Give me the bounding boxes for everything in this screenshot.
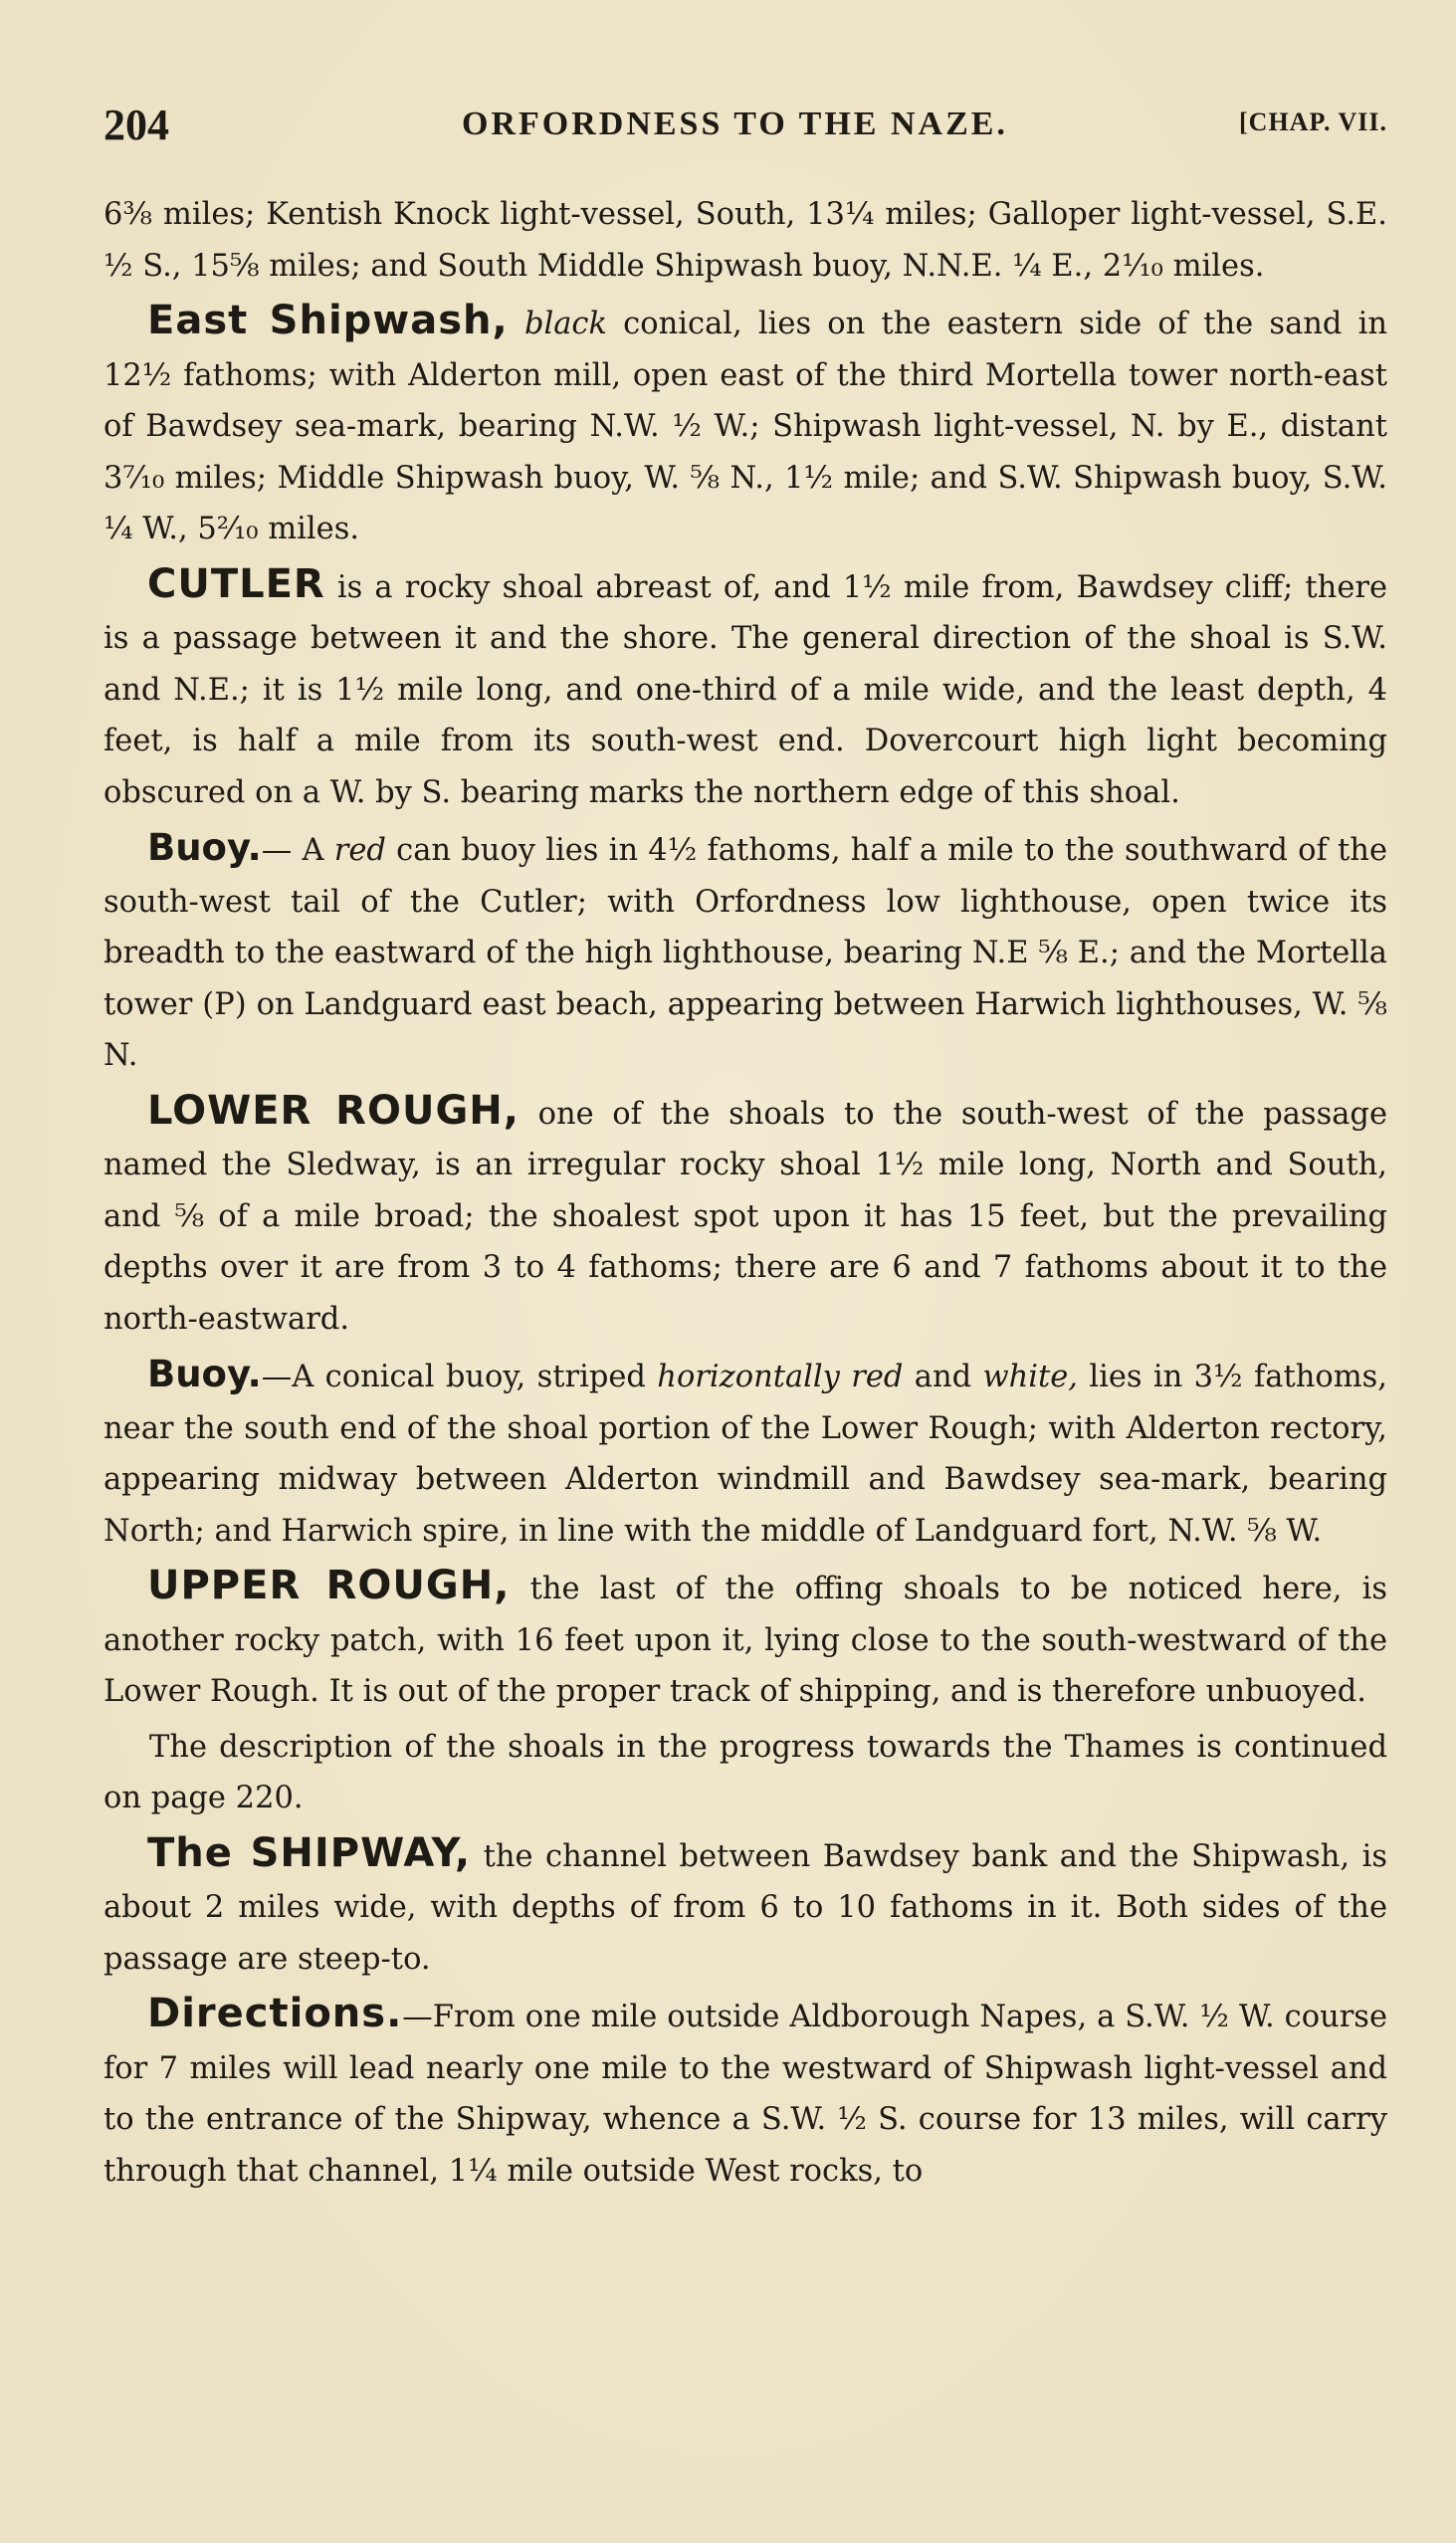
paragraph-text: conical, lies on the eastern side of the sand in 12½ fathoms; with Alderton mill, open east of the third Mortella tower north-east of Bawdsey sea-mark, bearing N.W. ½ W.; Shipwash light-vessel, N. by E., distant 3⁷⁄₁₀ miles; Middle Shipwash buoy, W. ⅝ N., 1½ mile; and S.W. Shipwash buoy, S.W. ¼ W., 5²⁄₁₀ miles.	[104, 307, 1388, 546]
paragraph-text: lies in 3½ fathoms, near the south end of the shoal portion of the Lower Rough; with Alderton rectory, appearing midway between Alderton windmill and Bawdsey sea-mark, bearing North; and Harwich spire, in line with the middle of Landguard fort, N.W. ⅝ W.	[104, 1360, 1387, 1549]
section-heading: The SHIPWAY,	[147, 1829, 472, 1876]
paragraph-directions	[104, 1989, 1387, 2197]
paragraph-shipway	[104, 1828, 1387, 1986]
italic-text: black	[523, 307, 607, 341]
italic-text: horizontally red	[657, 1360, 904, 1394]
running-title: ORFORDNESS TO THE NAZE.	[462, 106, 1008, 142]
section-heading: Buoy.	[147, 826, 262, 869]
paragraph-cutler-buoy	[104, 822, 1387, 1082]
section-heading: East Shipwash,	[147, 298, 509, 343]
paragraph-text: —From one mile outside Aldborough Napes, a S.W. ½ W. course for 7 miles will lead nearly one mile to the westward of Shipwash light-vessel and to the entrance of the Shipway, whence a S.W. ½ S. course for 13 miles, will carry through that channel, 1¼ mile outside West rocks, to	[104, 2000, 1387, 2189]
paragraph-text: one of the shoals to the south-west of the passage named the Sledway, is an irregular rocky shoal 1½ mile long, North and South, and ⅝ of a mile broad; the shoalest spot upon it has 15 feet, but the prevailing depths over it are from 3 to 4 fathoms; there are 6 and 7 fathoms about it to the north-eastward.	[104, 1096, 1387, 1337]
running-header	[104, 100, 1387, 159]
section-heading: CUTLER	[147, 560, 325, 607]
paragraph-continuation	[104, 189, 1387, 292]
paragraph-text: — A	[261, 833, 334, 868]
section-heading: LOWER ROUGH,	[147, 1087, 520, 1134]
paragraph-cutler	[104, 559, 1387, 819]
paragraph-continued-note	[104, 1722, 1387, 1824]
paragraph-upper-rough	[104, 1561, 1387, 1718]
page-number: 204	[104, 101, 169, 149]
paragraph-text: —A conical buoy, striped	[261, 1360, 658, 1394]
paragraph-text: can buoy lies in 4½ fathoms, half a mile to the southward of the south-west tail of the Cutler; with Orfordness low lighthouse, open twice its breadth to the eastward of the high lighthouse, bearing N.E ⅝ E.; and the Mortella tower (P) on Landguard east beach, appearing between Harwich lighthouses, W. ⅝ N.	[104, 833, 1387, 1073]
paragraph-text: The description of the shoals in the progress towards the Thames is continued on page 220.	[104, 1729, 1387, 1815]
page-body	[104, 189, 1387, 2201]
paragraph-east-shipwash	[104, 296, 1387, 555]
section-heading: Buoy.	[147, 1353, 262, 1395]
paragraph-lower-rough-buoy	[104, 1349, 1387, 1557]
paragraph-text: 6⅜ miles; Kentish Knock light-vessel, South, 13¼ miles; Galloper light-vessel, S.E. ½ S., 15⅝ miles; and South Middle Shipwash buoy, N.N.E. ¼ E., 2¹⁄₁₀ miles.	[104, 197, 1387, 284]
italic-text: red	[333, 833, 386, 868]
paragraph-text: is a rocky shoal abreast of, and 1½ mile from, Bawdsey cliff; there is a passage between it and the shore. The general direction of the shoal is S.W. and N.E.; it is 1½ mile long, and one-third of a mile wide, and the least depth, 4 feet, is half a mile from its south-west end. Dovercourt high light becoming obscured on a W. by S. bearing marks the northern edge of this shoal.	[104, 569, 1387, 810]
paragraph-lower-rough	[104, 1086, 1387, 1346]
paragraph-text: and	[903, 1360, 983, 1394]
section-heading: Directions.	[147, 1991, 403, 2036]
paragraph-text: the last of the offing shoals to be noticed here, is another rocky patch, with 16 feet upon it, lying close to the south-westward of the Lower Rough. It is out of the proper track of shipping, and is therefore unbuoyed.	[104, 1572, 1387, 1709]
chapter-label: [CHAP. VII.	[1239, 107, 1387, 136]
section-heading: UPPER ROUGH,	[147, 1563, 511, 1608]
paragraph-text: the channel between Bawdsey bank and the Shipwash, is about 2 miles wide, with depths of from 6 to 10 fathoms in it. Both sides of the passage are steep-to.	[104, 1838, 1388, 1977]
italic-text: white,	[982, 1360, 1078, 1394]
